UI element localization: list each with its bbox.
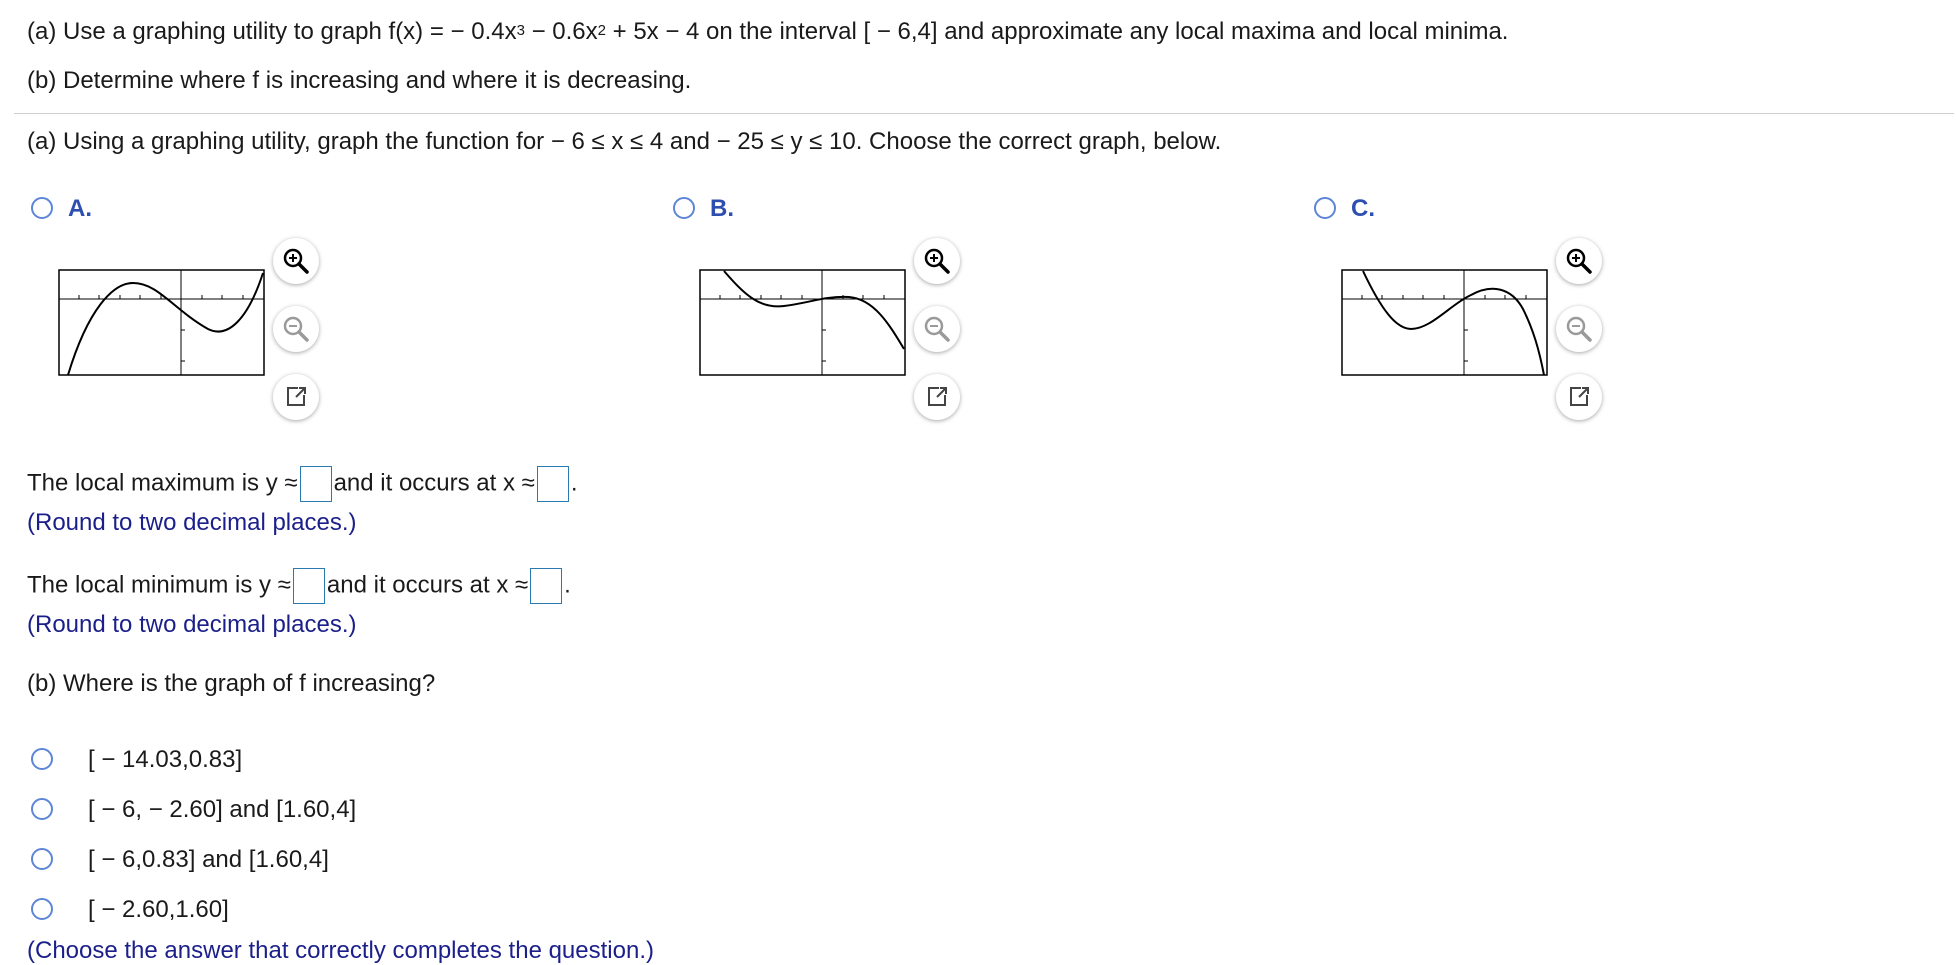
option-b-zoom-in-button[interactable] — [914, 238, 960, 284]
local-min-x-label: and it occurs at x ≈ — [326, 571, 529, 599]
local-min-row — [27, 568, 571, 604]
option-a-radio[interactable] — [31, 197, 53, 219]
local-max-label: The local maximum is y ≈ — [27, 469, 298, 497]
option-a-graph[interactable] — [58, 269, 266, 377]
local-min-x-input[interactable] — [530, 568, 562, 604]
option-c-label: C. — [1351, 195, 1375, 222]
local-max-x-input[interactable] — [537, 466, 569, 502]
f-exponent-2: 2 — [597, 22, 606, 39]
local-min-hint: (Round to two decimal places.) — [27, 611, 357, 638]
local-max-hint: (Round to two decimal places.) — [27, 509, 357, 536]
choice-2-label[interactable]: [ − 6, − 2.60] and [1.60,4] — [88, 796, 357, 823]
sub-b-question: (b) Where is the graph of f increasing? — [27, 670, 436, 697]
option-c-zoom-in-button[interactable] — [1556, 238, 1602, 284]
zoom-in-icon — [1565, 247, 1593, 275]
zoom-in-icon — [282, 247, 310, 275]
local-min-end: . — [564, 571, 571, 599]
popout-icon — [925, 385, 949, 409]
option-a-zoom-out-button[interactable] — [273, 306, 319, 352]
f-term-1: − 0.4x — [450, 18, 517, 45]
option-c-radio[interactable] — [1314, 197, 1336, 219]
section-divider — [14, 113, 1954, 114]
problem-part-a — [27, 18, 1508, 46]
local-min-y-input[interactable] — [293, 568, 325, 604]
choice-3-label[interactable]: [ − 6,0.83] and [1.60,4] — [88, 846, 329, 873]
option-b-label: B. — [710, 195, 734, 222]
zoom-in-icon — [923, 247, 951, 275]
local-min-label: The local minimum is y ≈ — [27, 571, 291, 599]
popout-icon — [1567, 385, 1591, 409]
popout-icon — [284, 385, 308, 409]
zoom-out-icon — [923, 315, 951, 343]
choice-1-label[interactable]: [ − 14.03,0.83] — [88, 746, 243, 773]
zoom-out-icon — [1565, 315, 1593, 343]
choice-4-radio[interactable] — [31, 898, 53, 920]
local-max-x-label: and it occurs at x ≈ — [333, 469, 535, 497]
problem-part-a-prefix: (a) Use a graphing utility to graph f(x) = — [27, 18, 451, 45]
option-c-popout-button[interactable] — [1556, 374, 1602, 420]
option-a-popout-button[interactable] — [273, 374, 319, 420]
local-max-y-input[interactable] — [300, 466, 332, 502]
problem-part-a-suffix: + 5x − 4 on the interval [ − 6,4] and approximate any local maxima and local minima. — [605, 18, 1509, 45]
choice-4-label[interactable]: [ − 2.60,1.60] — [88, 896, 229, 923]
f-term-2: − 0.6x — [524, 18, 598, 45]
option-a-zoom-in-button[interactable] — [273, 238, 319, 284]
problem-part-b: (b) Determine where f is increasing and where it is decreasing. — [27, 67, 692, 94]
option-b-graph[interactable] — [699, 269, 907, 377]
local-max-end: . — [570, 469, 578, 497]
f-exponent-1: 3 — [516, 22, 525, 39]
local-max-row — [27, 466, 578, 502]
sub-a-instruction: (a) Using a graphing utility, graph the function for − 6 ≤ x ≤ 4 and − 25 ≤ y ≤ 10. Choose the correct graph, below. — [27, 128, 1222, 155]
zoom-out-icon — [282, 315, 310, 343]
option-b-zoom-out-button[interactable] — [914, 306, 960, 352]
option-c-zoom-out-button[interactable] — [1556, 306, 1602, 352]
choice-hint: (Choose the answer that correctly completes the question.) — [27, 937, 654, 964]
option-a-label: A. — [68, 195, 92, 222]
option-c-graph[interactable] — [1341, 269, 1549, 377]
option-b-radio[interactable] — [673, 197, 695, 219]
choice-1-radio[interactable] — [31, 748, 53, 770]
choice-2-radio[interactable] — [31, 798, 53, 820]
choice-3-radio[interactable] — [31, 848, 53, 870]
option-b-popout-button[interactable] — [914, 374, 960, 420]
